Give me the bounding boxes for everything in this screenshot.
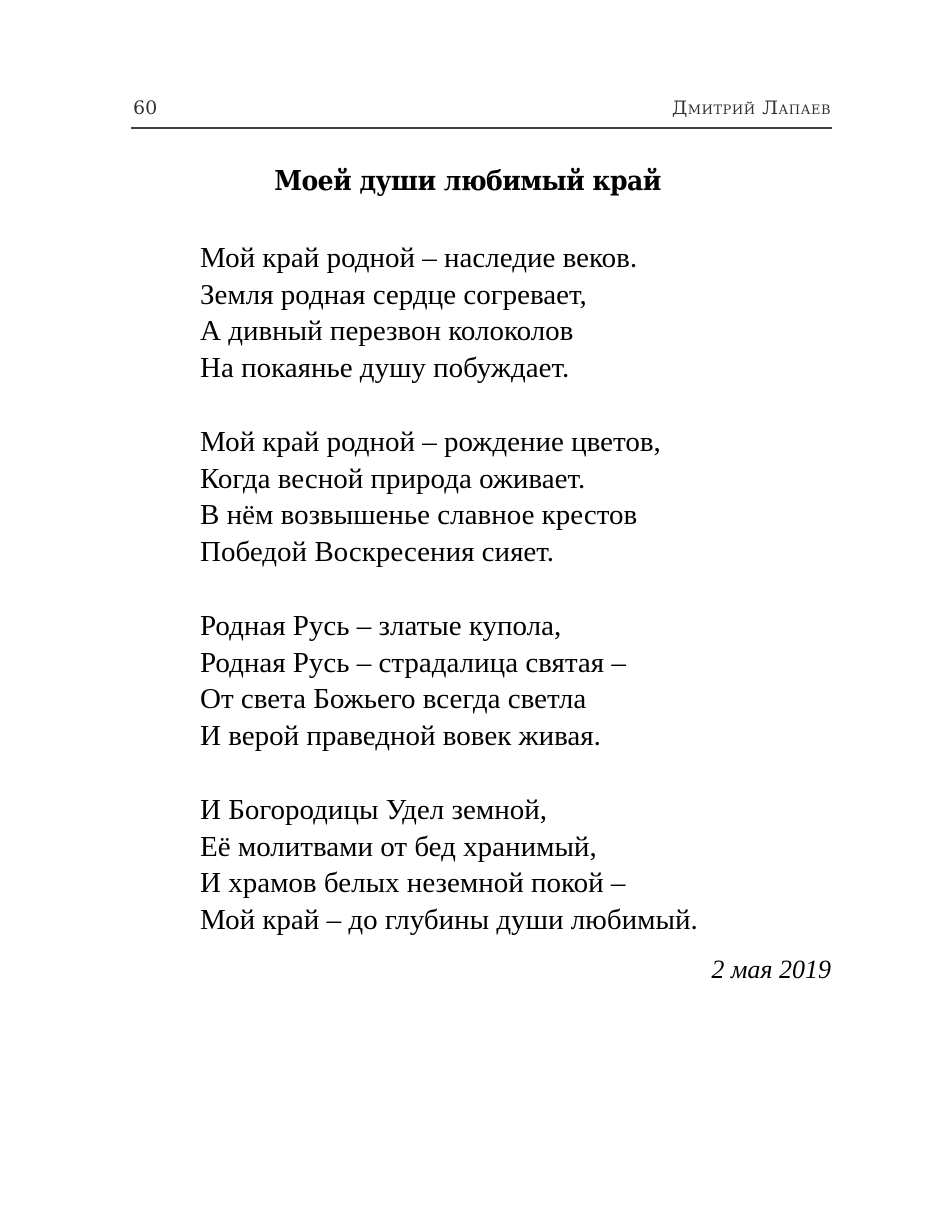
poem-line: И верой праведной вовек живая. xyxy=(200,719,601,752)
poem-date: 2 мая 2019 xyxy=(711,955,831,984)
poem-line: Её молитвами от бед хранимый, xyxy=(200,830,597,863)
page-number: 60 xyxy=(133,97,158,119)
poem-line: Мой край родной – наследие веков. xyxy=(200,242,638,274)
stanza xyxy=(200,240,698,386)
poem-line: Победой Воскресения сияет. xyxy=(200,535,555,568)
poem-title: Моей души любимый край xyxy=(274,166,661,197)
poem-line: И Богородицы Удел земной, xyxy=(200,794,547,826)
stanza xyxy=(200,608,698,754)
poem-line: Мой край родной – рождение цветов, xyxy=(200,426,661,458)
poem-line: От света Божьего всегда светла xyxy=(200,683,587,715)
poem-body xyxy=(200,240,698,938)
poem-line: Земля родная сердце согревает, xyxy=(200,278,587,311)
author-name: Дмитрий Лапаев xyxy=(671,97,831,119)
stanza xyxy=(200,424,698,570)
poem-line: Мой край – до глубины души любимый. xyxy=(200,903,698,936)
stanza xyxy=(200,792,698,938)
poem-line: А дивный перезвон колоколов xyxy=(200,315,574,347)
poem-line: На покаянье душу побуждает. xyxy=(200,351,570,384)
poem-line: И храмов белых неземной покой – xyxy=(200,867,626,899)
poem-line: В нём возвышенье славное крестов xyxy=(200,499,638,531)
poem-line: Когда весной природа оживает. xyxy=(200,462,586,495)
poem-line: Родная Русь – страдалица святая – xyxy=(200,646,626,679)
header-rule xyxy=(131,127,832,129)
poem-line: Родная Русь – златые купола, xyxy=(200,610,562,642)
running-header xyxy=(133,95,831,125)
